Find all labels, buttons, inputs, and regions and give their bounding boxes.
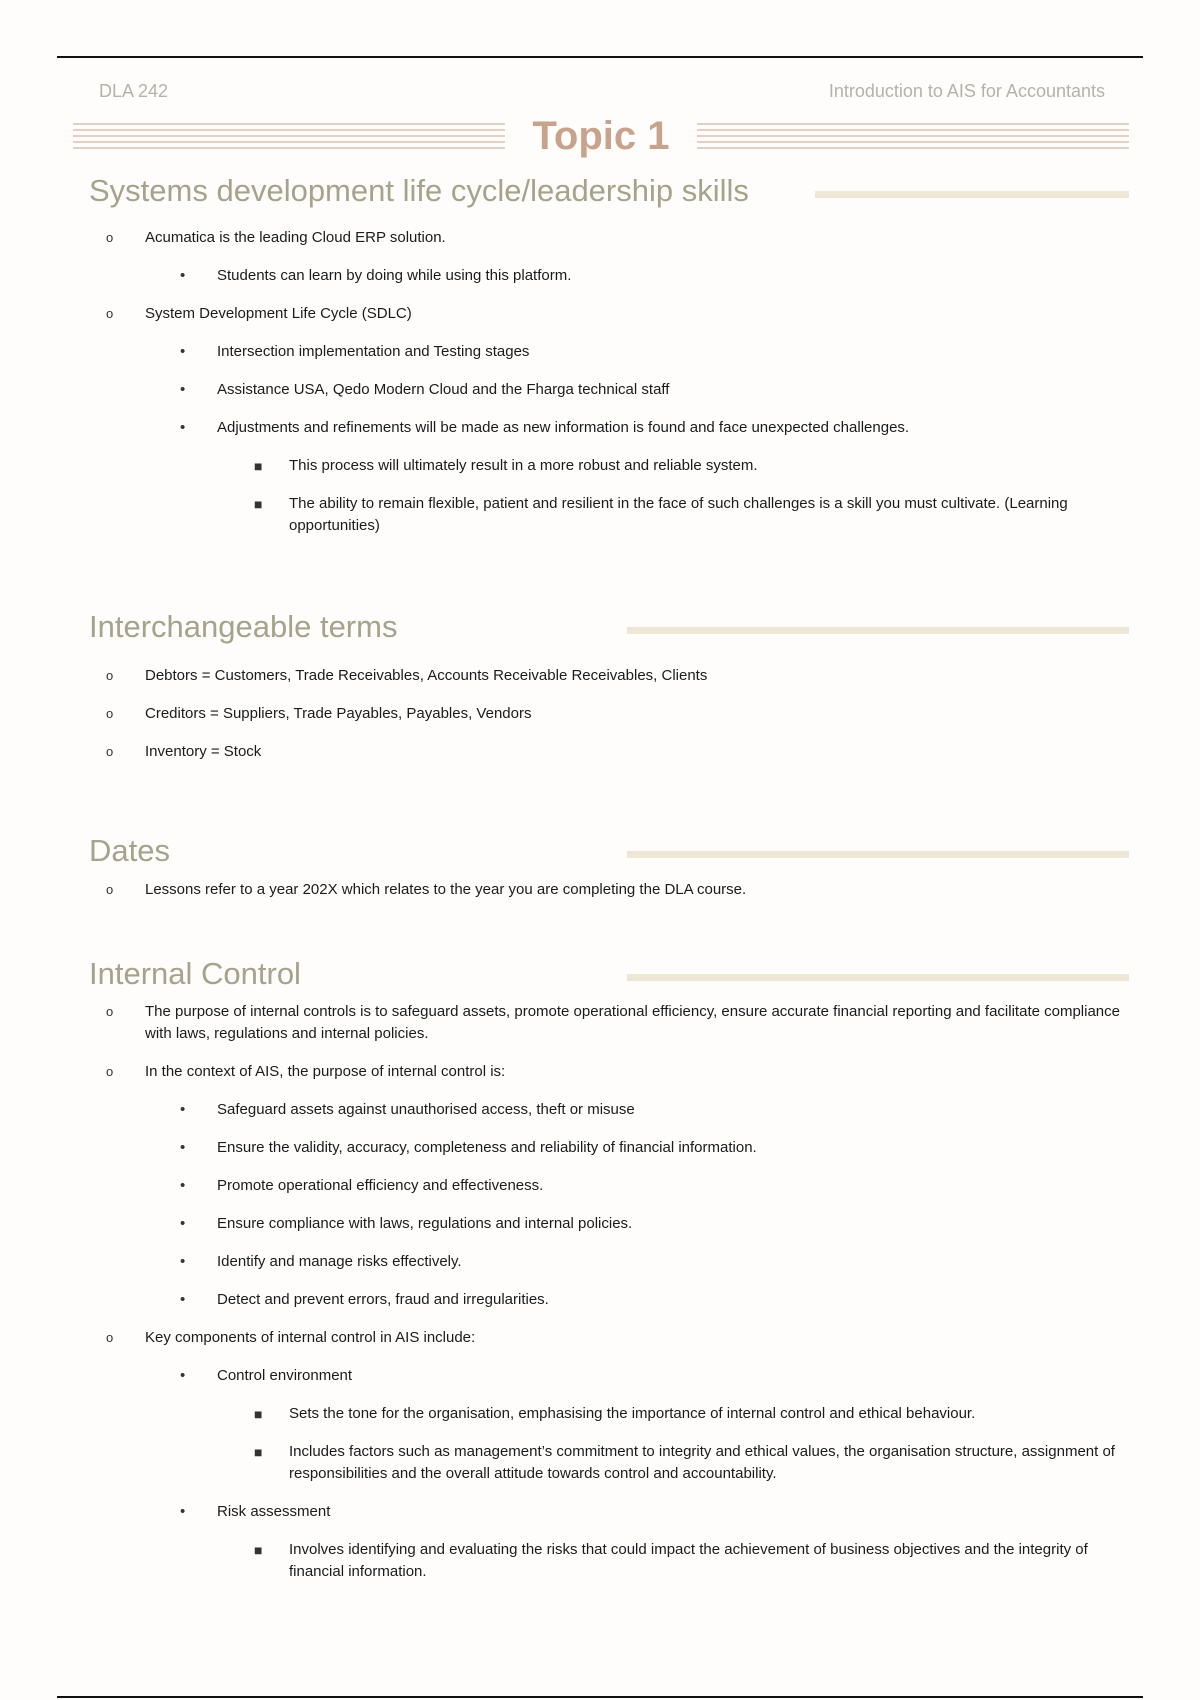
list-item: o The purpose of internal controls is to safeguard assets, promote operational efficiency, ensure accurate financial reporting and facilitate compliance with laws, regulations and internal policies.	[106, 1003, 1120, 1042]
bullet-square: ■	[254, 496, 263, 512]
bullet-circle: o	[106, 230, 114, 245]
topic-banner	[73, 114, 1129, 158]
list-item: ■ Involves identifying and evaluating the risks that could impact the achievement of business objectives and the integrity of financial information.	[254, 1541, 1088, 1580]
list-item: ■ Includes factors such as management’s commitment to integrity and ethical values, the organisation structure, assignment of responsibilities and the overall attitude towards control and accountability.	[254, 1443, 1115, 1482]
list-item: • Ensure the validity, accuracy, completeness and reliability of financial information.	[89, 1137, 1129, 1159]
section-bar	[627, 627, 1129, 634]
bullet-square: ■	[254, 458, 263, 474]
list-item: ■ Sets the tone for the organisation, emphasising the importance of internal control and ethical behaviour.	[89, 1403, 1129, 1425]
list-item: o System Development Life Cycle (SDLC) • Intersection implementation and Testing stages • Assistance USA, Qedo Modern Cloud and the Fharga technical staff • Adjustments and refinements will be made as new information is found and face unexpected challenges. ■ This process will ultimately result in a more robust and reliable system. ■ The ability to remain flexible, patient and resilient in the face of such challenges is a skill you must cultivate. (Learning opportunities)	[89, 303, 1129, 537]
list-item: • Detect and prevent errors, fraud and irregularities.	[89, 1289, 1129, 1311]
list-item: • Identify and manage risks effectively.	[89, 1251, 1129, 1273]
bullet-circle: o	[106, 1004, 114, 1019]
list-item: o Key components of internal control in AIS include: • Control environment ■ Sets the tone for the organisation, emphasising the importance of internal control and ethical behaviour. ■ Includes factors such as management’s commitment to integrity and ethical values, the organisation structure, assignment of responsibilities and the overall attitude towards control and accountability. • Risk assessment ■ Involves identifying and evaluating the risks that could impact the achievement of business objectives and the integrity of financial information.	[89, 1327, 1129, 1583]
header-rule	[57, 56, 1143, 58]
bullet-dot: •	[180, 343, 186, 360]
course-title: Introduction to AIS for Accountants	[828, 81, 1105, 101]
list-item: • Risk assessment ■ Involves identifying and evaluating the risks that could impact the achievement of business objectives and the integrity of financial information.	[89, 1501, 1129, 1583]
bullet-circle: o	[106, 706, 114, 721]
section-title: Internal Control	[89, 956, 301, 991]
list-item: • Promote operational efficiency and effectiveness.	[89, 1175, 1129, 1197]
list-item: o Creditors = Suppliers, Trade Payables, Payables, Vendors	[89, 703, 1129, 725]
section-bar	[627, 851, 1129, 858]
list-item: • Intersection implementation and Testing stages	[89, 341, 1129, 363]
bullet-dot: •	[180, 1367, 186, 1384]
bullet-dot: •	[180, 1215, 186, 1232]
list-item: • Safeguard assets against unauthorised access, theft or misuse	[89, 1099, 1129, 1121]
bullet-circle: o	[106, 1064, 114, 1079]
bullet-square: ■	[254, 1542, 263, 1558]
list-item: • Control environment ■ Sets the tone for the organisation, emphasising the importance of internal control and ethical behaviour. ■ Includes factors such as management’s commitment to integrity and ethical values, the organisation structure, assignment of responsibilities and the overall attitude towards control and accountability.	[89, 1365, 1129, 1485]
course-code: DLA 242	[99, 81, 169, 101]
footer-rule	[57, 1696, 1143, 1698]
section-terms	[89, 607, 1129, 763]
bullet-dot: •	[180, 1291, 186, 1308]
list-item: • Ensure compliance with laws, regulations and internal policies.	[89, 1213, 1129, 1235]
bullet-circle: o	[106, 744, 114, 759]
list-item: • Assistance USA, Qedo Modern Cloud and the Fharga technical staff	[89, 379, 1129, 401]
bullet-dot: •	[180, 1139, 186, 1156]
section-dates	[89, 831, 1129, 901]
section-title: Interchangeable terms	[89, 609, 398, 644]
topic-title: Topic 1	[532, 114, 670, 158]
bullet-dot: •	[180, 381, 186, 398]
list-item: • Students can learn by doing while using this platform.	[89, 265, 1129, 287]
bullet-dot: •	[180, 1101, 186, 1118]
section-internal-control	[89, 954, 1129, 1583]
list-item: o Inventory = Stock	[89, 741, 1129, 763]
section-title: Systems development life cycle/leadership skills	[89, 173, 749, 208]
bullet-square: ■	[254, 1444, 263, 1460]
list-item: ■ The ability to remain flexible, patient and resilient in the face of such challenges is a skill you must cultivate. (Learning opportunities)	[254, 495, 1068, 534]
list-item: o In the context of AIS, the purpose of internal control is: • Safeguard assets against unauthorised access, theft or misuse • Ensure the validity, accuracy, completeness and reliability of financial information. • Promote operational efficiency and effectiveness. • Ensure compliance with laws, regulations and internal policies. • Identify and manage risks effectively. • Detect and prevent errors, fraud and irregularities.	[89, 1061, 1129, 1311]
section-bar	[815, 191, 1129, 198]
bullet-dot: •	[180, 1503, 186, 1520]
bullet-circle: o	[106, 1330, 114, 1345]
bullet-dot: •	[180, 1253, 186, 1270]
list-item: • Adjustments and refinements will be made as new information is found and face unexpected challenges. ■ This process will ultimately result in a more robust and reliable system. ■ The ability to remain flexible, patient and resilient in the face of such challenges is a skill you must cultivate. (Learning opportunities)	[89, 417, 1129, 537]
banner-stripes-left	[73, 123, 505, 151]
bullet-dot: •	[180, 419, 186, 436]
section-sdlc	[89, 171, 1129, 537]
list-item: o Lessons refer to a year 202X which relates to the year you are completing the DLA course.	[89, 879, 1129, 901]
section-title: Dates	[89, 833, 170, 868]
banner-stripes-right	[697, 123, 1129, 151]
bullet-square: ■	[254, 1406, 263, 1422]
bullet-circle: o	[106, 306, 114, 321]
list-item: o Acumatica is the leading Cloud ERP solution. • Students can learn by doing while using this platform.	[89, 227, 1129, 287]
bullet-circle: o	[106, 882, 114, 897]
bullet-circle: o	[106, 668, 114, 683]
section-bar	[627, 974, 1129, 981]
bullet-dot: •	[180, 1177, 186, 1194]
list-item: o Debtors = Customers, Trade Receivables, Accounts Receivable Receivables, Clients	[89, 665, 1129, 687]
list-item: ■ This process will ultimately result in a more robust and reliable system.	[89, 455, 1129, 477]
bullet-dot: •	[180, 267, 186, 284]
